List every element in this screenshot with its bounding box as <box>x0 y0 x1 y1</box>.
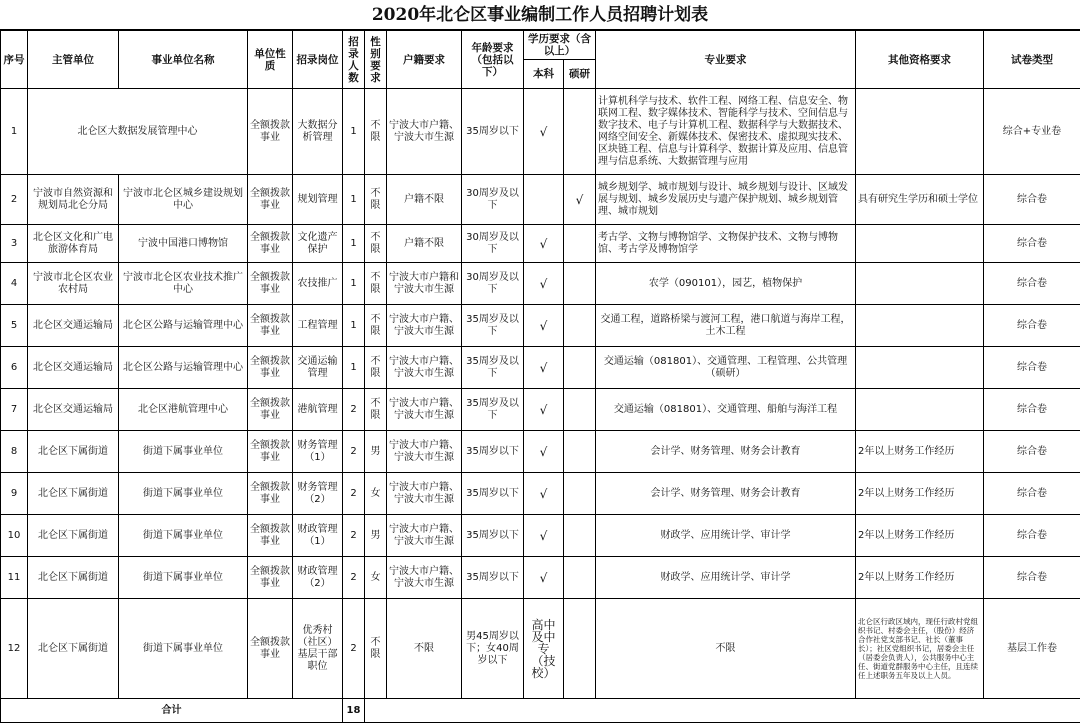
cell-post: 工程管理 <box>293 305 343 347</box>
cell-other <box>856 263 984 305</box>
total-label: 合计 <box>1 699 343 723</box>
cell-nature: 全额拨款事业 <box>248 599 293 699</box>
cell-hukou: 宁波大市户籍、宁波大市生源 <box>387 557 462 599</box>
cell-count: 2 <box>343 431 365 473</box>
col-age: 年龄要求（包括以下） <box>462 31 524 89</box>
col-post: 招录岗位 <box>293 31 343 89</box>
cell-exam: 综合卷 <box>984 473 1080 515</box>
cell-bachelor: √ <box>524 389 564 431</box>
cell-dept: 北仑区交通运输局 <box>28 389 119 431</box>
cell-nature: 全额拨款事业 <box>248 347 293 389</box>
cell-exam: 综合卷 <box>984 225 1080 263</box>
cell-exam: 综合+专业卷 <box>984 89 1080 175</box>
cell-dept: 北仑区交通运输局 <box>28 305 119 347</box>
cell-seq: 7 <box>1 389 28 431</box>
cell-bachelor: √ <box>524 347 564 389</box>
col-gender: 性别要求 <box>365 31 387 89</box>
cell-major: 财政学、应用统计学、审计学 <box>596 557 856 599</box>
cell-post: 财务管理（2） <box>293 473 343 515</box>
cell-major: 交通运输（081801）、交通管理、工程管理、公共管理（硕研） <box>596 347 856 389</box>
cell-age: 35周岁以下 <box>462 89 524 175</box>
cell-seq: 1 <box>1 89 28 175</box>
cell-dept: 北仑区交通运输局 <box>28 347 119 389</box>
cell-count: 1 <box>343 175 365 225</box>
total-blank <box>365 699 1080 723</box>
cell-count: 1 <box>343 89 365 175</box>
cell-hukou: 宁波大市户籍、宁波大市生源 <box>387 431 462 473</box>
cell-age: 35周岁以下 <box>462 557 524 599</box>
col-other: 其他资格要求 <box>856 31 984 89</box>
cell-master <box>564 263 596 305</box>
cell-gender: 不限 <box>365 389 387 431</box>
cell-age: 30周岁及以下 <box>462 225 524 263</box>
cell-age: 男45周岁以下；女40周岁以下 <box>462 599 524 699</box>
cell-hukou: 户籍不限 <box>387 225 462 263</box>
cell-exam: 综合卷 <box>984 263 1080 305</box>
col-seq: 序号 <box>1 31 28 89</box>
cell-other <box>856 347 984 389</box>
cell-exam: 综合卷 <box>984 389 1080 431</box>
table-row <box>1 515 1080 557</box>
table-row <box>1 263 1080 305</box>
cell-hukou: 宁波大市户籍、宁波大市生源 <box>387 305 462 347</box>
cell-master: √ <box>564 175 596 225</box>
cell-exam: 综合卷 <box>984 431 1080 473</box>
cell-nature: 全额拨款事业 <box>248 225 293 263</box>
cell-unit: 宁波市北仑区城乡建设规划中心 <box>119 175 248 225</box>
cell-seq: 9 <box>1 473 28 515</box>
cell-post: 财务管理（1） <box>293 431 343 473</box>
cell-hukou: 不限 <box>387 599 462 699</box>
cell-unit: 街道下属事业单位 <box>119 515 248 557</box>
cell-other: 北仑区行政区域内，现任行政村党组织书记、村委会主任，（股份）经济合作社党支部书记、社长（董事长）；社区党组织书记，居委会主任（居委会负责人），公共服务中心主任、街道党群服务中心主任，且连续任上述职务五年及以上人员。 <box>856 599 984 699</box>
cell-nature: 全额拨款事业 <box>248 305 293 347</box>
cell-other: 2年以上财务工作经历 <box>856 473 984 515</box>
col-unit: 事业单位名称 <box>119 31 248 89</box>
col-bachelor: 本科 <box>524 60 564 89</box>
table-row <box>1 431 1080 473</box>
cell-count: 1 <box>343 225 365 263</box>
cell-hukou: 宁波大市户籍、宁波大市生源 <box>387 89 462 175</box>
cell-age: 30周岁及以下 <box>462 263 524 305</box>
cell-post: 大数据分析管理 <box>293 89 343 175</box>
cell-hukou: 宁波大市户籍、宁波大市生源 <box>387 347 462 389</box>
cell-exam: 综合卷 <box>984 347 1080 389</box>
total-row <box>1 699 1080 723</box>
cell-dept: 宁波市北仑区农业农村局 <box>28 263 119 305</box>
cell-unit: 街道下属事业单位 <box>119 473 248 515</box>
cell-master <box>564 431 596 473</box>
table-row <box>1 347 1080 389</box>
cell-seq: 12 <box>1 599 28 699</box>
cell-nature: 全额拨款事业 <box>248 431 293 473</box>
cell-gender: 不限 <box>365 347 387 389</box>
cell-major: 会计学、财务管理、财务会计教育 <box>596 473 856 515</box>
cell-bachelor: √ <box>524 89 564 175</box>
cell-post: 财政管理（1） <box>293 515 343 557</box>
cell-exam: 综合卷 <box>984 515 1080 557</box>
cell-count: 1 <box>343 263 365 305</box>
cell-post: 优秀村（社区）基层干部职位 <box>293 599 343 699</box>
cell-age: 35周岁及以下 <box>462 347 524 389</box>
cell-gender: 不限 <box>365 175 387 225</box>
cell-age: 35周岁以下 <box>462 431 524 473</box>
cell-major: 交通运输（081801）、交通管理、船舶与海洋工程 <box>596 389 856 431</box>
cell-unit: 宁波市北仑区农业技术推广中心 <box>119 263 248 305</box>
cell-major: 会计学、财务管理、财务会计教育 <box>596 431 856 473</box>
cell-nature: 全额拨款事业 <box>248 473 293 515</box>
cell-gender: 女 <box>365 557 387 599</box>
table-row <box>1 557 1080 599</box>
cell-master <box>564 89 596 175</box>
cell-unit: 北仑区港航管理中心 <box>119 389 248 431</box>
cell-dept: 北仑区下属街道 <box>28 599 119 699</box>
cell-other <box>856 305 984 347</box>
cell-other: 具有研究生学历和硕士学位 <box>856 175 984 225</box>
col-nature: 单位性质 <box>248 31 293 89</box>
table-row <box>1 305 1080 347</box>
cell-count: 2 <box>343 389 365 431</box>
cell-unit: 北仑区公路与运输管理中心 <box>119 347 248 389</box>
cell-other: 2年以上财务工作经历 <box>856 515 984 557</box>
cell-nature: 全额拨款事业 <box>248 515 293 557</box>
cell-hukou: 宁波大市户籍和宁波大市生源 <box>387 263 462 305</box>
cell-bachelor: √ <box>524 473 564 515</box>
cell-master <box>564 389 596 431</box>
cell-other <box>856 389 984 431</box>
col-major: 专业要求 <box>596 31 856 89</box>
table-row <box>1 473 1080 515</box>
cell-gender: 不限 <box>365 599 387 699</box>
cell-dept: 北仑区大数据发展管理中心 <box>28 89 248 175</box>
cell-major: 农学（090101），园艺，植物保护 <box>596 263 856 305</box>
cell-count: 1 <box>343 347 365 389</box>
cell-post: 港航管理 <box>293 389 343 431</box>
cell-other <box>856 89 984 175</box>
cell-nature: 全额拨款事业 <box>248 389 293 431</box>
cell-nature: 全额拨款事业 <box>248 557 293 599</box>
cell-other: 2年以上财务工作经历 <box>856 431 984 473</box>
cell-bachelor: √ <box>524 225 564 263</box>
table-row <box>1 175 1080 225</box>
cell-exam: 综合卷 <box>984 557 1080 599</box>
cell-dept: 北仑区下属街道 <box>28 473 119 515</box>
col-dept: 主管单位 <box>28 31 119 89</box>
col-hukou: 户籍要求 <box>387 31 462 89</box>
recruitment-table <box>0 30 1080 723</box>
cell-gender: 不限 <box>365 225 387 263</box>
cell-post: 农技推广 <box>293 263 343 305</box>
cell-other: 2年以上财务工作经历 <box>856 557 984 599</box>
cell-nature: 全额拨款事业 <box>248 175 293 225</box>
table-row <box>1 389 1080 431</box>
cell-hukou: 户籍不限 <box>387 175 462 225</box>
cell-master <box>564 305 596 347</box>
cell-unit: 北仑区公路与运输管理中心 <box>119 305 248 347</box>
cell-count: 2 <box>343 557 365 599</box>
cell-bachelor: 高中及中专（技校） <box>524 599 564 699</box>
cell-exam: 基层工作卷 <box>984 599 1080 699</box>
cell-count: 2 <box>343 473 365 515</box>
cell-bachelor: √ <box>524 515 564 557</box>
cell-unit: 街道下属事业单位 <box>119 557 248 599</box>
cell-gender: 不限 <box>365 263 387 305</box>
cell-hukou: 宁波大市户籍、宁波大市生源 <box>387 473 462 515</box>
cell-exam: 综合卷 <box>984 175 1080 225</box>
cell-major: 财政学、应用统计学、审计学 <box>596 515 856 557</box>
cell-age: 35周岁以下 <box>462 515 524 557</box>
header-row-1 <box>1 31 1080 60</box>
cell-master <box>564 557 596 599</box>
cell-dept: 北仑区下属街道 <box>28 515 119 557</box>
cell-post: 交通运输管理 <box>293 347 343 389</box>
cell-gender: 男 <box>365 431 387 473</box>
cell-unit: 宁波中国港口博物馆 <box>119 225 248 263</box>
cell-age: 35周岁以下 <box>462 473 524 515</box>
cell-seq: 8 <box>1 431 28 473</box>
cell-exam: 综合卷 <box>984 305 1080 347</box>
cell-major: 计算机科学与技术、软件工程、网络工程、信息安全、物联网工程、数字媒体技术、智能科学与技术、空间信息与数字技术、电子与计算机工程、数据科学与大数据技术、网络空间安全、新媒体技术、保密技术、虚拟现实技术、区块链工程、信息与计算科学、数据计算及应用、信息管理与信息系统、大数据管理与应用 <box>596 89 856 175</box>
cell-hukou: 宁波大市户籍、宁波大市生源 <box>387 389 462 431</box>
cell-age: 30周岁及以下 <box>462 175 524 225</box>
cell-age: 35周岁及以下 <box>462 389 524 431</box>
cell-gender: 女 <box>365 473 387 515</box>
cell-nature: 全额拨款事业 <box>248 89 293 175</box>
cell-seq: 10 <box>1 515 28 557</box>
cell-other <box>856 225 984 263</box>
cell-master <box>564 473 596 515</box>
cell-master <box>564 347 596 389</box>
cell-gender: 不限 <box>365 305 387 347</box>
cell-bachelor: √ <box>524 263 564 305</box>
cell-seq: 5 <box>1 305 28 347</box>
cell-bachelor <box>524 175 564 225</box>
cell-gender: 不限 <box>365 89 387 175</box>
cell-count: 2 <box>343 515 365 557</box>
cell-master <box>564 599 596 699</box>
cell-dept: 北仑区文化和广电旅游体育局 <box>28 225 119 263</box>
cell-seq: 2 <box>1 175 28 225</box>
cell-seq: 3 <box>1 225 28 263</box>
cell-major: 交通工程，道路桥梁与渡河工程，港口航道与海岸工程，土木工程 <box>596 305 856 347</box>
cell-bachelor: √ <box>524 431 564 473</box>
cell-dept: 宁波市自然资源和规划局北仑分局 <box>28 175 119 225</box>
col-master: 硕研 <box>564 60 596 89</box>
cell-master <box>564 515 596 557</box>
table-row <box>1 599 1080 699</box>
cell-nature: 全额拨款事业 <box>248 263 293 305</box>
cell-post: 财政管理（2） <box>293 557 343 599</box>
cell-unit: 街道下属事业单位 <box>119 431 248 473</box>
page-title: 2020年北仑区事业编制工作人员招聘计划表 <box>0 0 1080 30</box>
cell-bachelor: √ <box>524 557 564 599</box>
col-edu: 学历要求（含以上） <box>524 31 596 60</box>
cell-major: 不限 <box>596 599 856 699</box>
cell-seq: 6 <box>1 347 28 389</box>
cell-dept: 北仑区下属街道 <box>28 431 119 473</box>
total-count: 18 <box>343 699 365 723</box>
col-exam: 试卷类型 <box>984 31 1080 89</box>
cell-dept: 北仑区下属街道 <box>28 557 119 599</box>
table-body <box>1 89 1080 723</box>
cell-major: 城乡规划学、城市规划与设计、城乡规划与设计、区域发展与规划、城乡发展历史与遗产保护规划、城乡规划管理、城市规划 <box>596 175 856 225</box>
table-row <box>1 225 1080 263</box>
cell-hukou: 宁波大市户籍、宁波大市生源 <box>387 515 462 557</box>
cell-count: 1 <box>343 305 365 347</box>
cell-bachelor: √ <box>524 305 564 347</box>
table-row <box>1 89 1080 175</box>
cell-major: 考古学、文物与博物馆学、文物保护技术、文物与博物馆、考古学及博物馆学 <box>596 225 856 263</box>
cell-count: 2 <box>343 599 365 699</box>
cell-seq: 4 <box>1 263 28 305</box>
cell-master <box>564 225 596 263</box>
cell-gender: 男 <box>365 515 387 557</box>
cell-seq: 11 <box>1 557 28 599</box>
cell-age: 35周岁及以下 <box>462 305 524 347</box>
cell-unit: 街道下属事业单位 <box>119 599 248 699</box>
cell-post: 文化遗产保护 <box>293 225 343 263</box>
col-count: 招录人数 <box>343 31 365 89</box>
cell-post: 规划管理 <box>293 175 343 225</box>
